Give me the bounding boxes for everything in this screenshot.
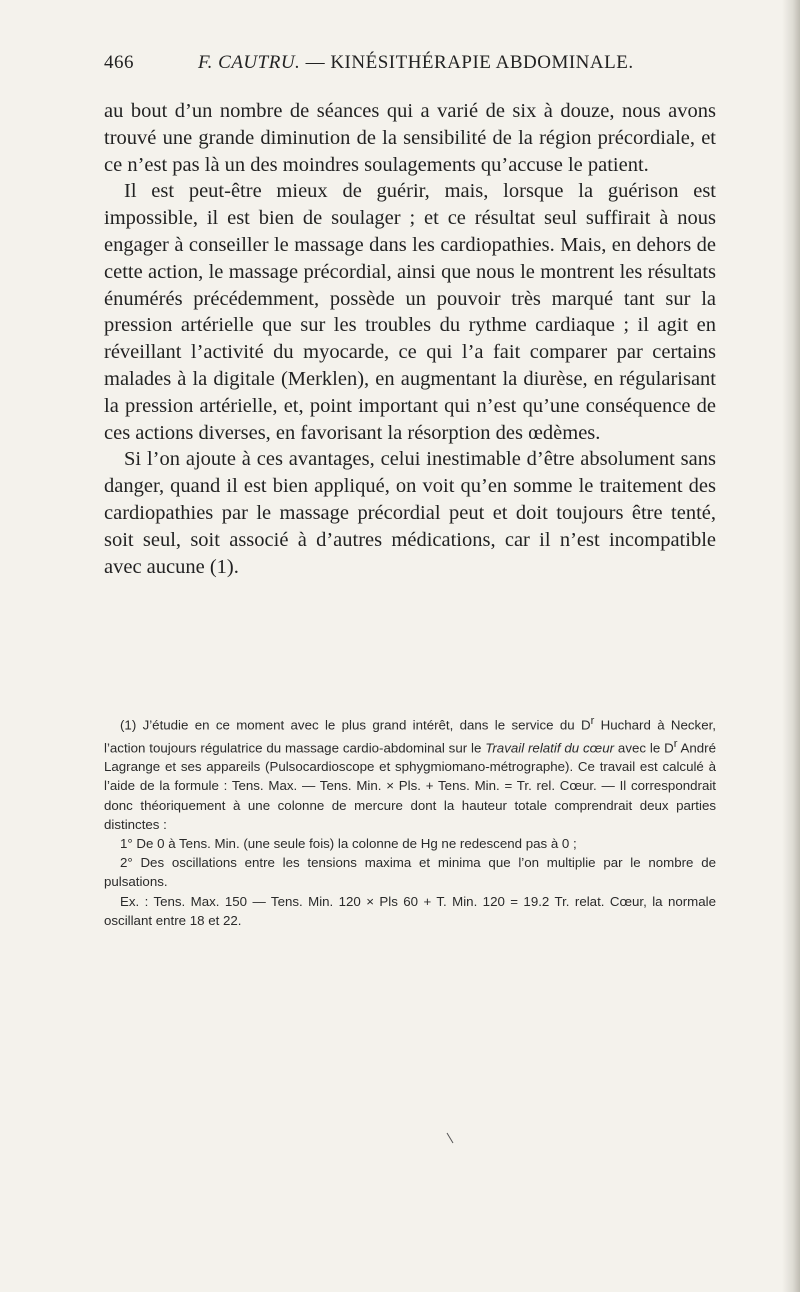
- footnote-item-2: 2° Des oscillations entre les tensions maxima et minima que l’on multiplie par le nombre de pulsations.: [104, 855, 716, 890]
- footnote-part-2: Huchard à Necker, l’action toujours régulatrice du massage cardio-abdominal sur le: [104, 717, 716, 756]
- footnote-italic-title: Travail relatif du cœur: [485, 740, 615, 756]
- footnote-example: Ex. : Tens. Max. 150 — Tens. Min. 120 × Pls 60 + T. Min. 120 = 19.2 Tr. relat. Cœur, la normale oscillant entre 18 et 22.: [104, 893, 716, 928]
- header-title: KINÉSITHÉRAPIE ABDOMINALE.: [330, 52, 634, 73]
- header-separator: —: [305, 52, 326, 73]
- page-edge-shadow: [782, 0, 800, 1292]
- paragraph-1: au bout d’un nombre de séances qui a varié de six à douze, nous avons trouvé une grande diminution de la sensibilité de la région précordiale, et ce n’est pas là un des moindres soulagements qu’accuse le patient.: [104, 100, 716, 176]
- footnote-main: [104, 712, 716, 834]
- body-text: [104, 98, 716, 580]
- stray-mark-stroke: [447, 1133, 453, 1143]
- header-author: F. CAUTRU.: [198, 52, 301, 73]
- footnote-part-4: André Lagrange et ses appareils (Pulsocardioscope et sphygmiomano-métrographe). Ce travail est calculé à l’aide de la formule : Tens. Max. — Tens. Min. × Pls. + Tens. Min. = Tr. rel. Cœur. — Il correspondrait donc théoriquement à une colonne de mercure dont la hauteur totale comprendrait deux parties distinctes :: [104, 740, 716, 832]
- paragraph-2: Il est peut-être mieux de guérir, mais, lorsque la guérison est impossible, il est bien de soulager ; et ce résultat seul suffirait à nous engager à conseiller le massage dans les cardiopathies. Mais, en dehors de cette action, le massage précordial, ainsi que nous le montrent les résultats énumérés précédemment, possède un pouvoir très marqué tant sur la pression artérielle que sur les troubles du rythme cardiaque ; il agit en réveillant l’activité du myocarde, ce qui l’a fait comparer par certains malades à la digitale (Merklen), en augmentant la diurèse, en régularisant la pression artérielle, et, point important qui n’est qu’une conséquence de ces actions diverses, en favorisant la résorption des œdèmes.: [104, 180, 716, 444]
- footnote-sup-1: r: [590, 715, 595, 727]
- running-header: [104, 52, 716, 82]
- paragraph-3: Si l’on ajoute à ces avantages, celui inestimable d’être absolument sans danger, quand il est bien appliqué, on voit qu’en somme le traitement des cardiopathies par le massage précordial peut et doit toujours être tenté, soit seul, soit associé à d’autres médications, car il n’est incompatible avec aucune (1).: [104, 448, 716, 578]
- footnote-item-1: 1° De 0 à Tens. Min. (une seule fois) la colonne de Hg ne redescend pas à 0 ;: [120, 836, 577, 852]
- footnote-part-3: avec le D: [614, 740, 674, 756]
- footnote-part-1: (1) J’étudie en ce moment avec le plus grand intérêt, dans le service du D: [120, 717, 591, 733]
- footnote-sup-2: r: [673, 737, 678, 750]
- page-number: 466: [104, 52, 134, 73]
- stray-pen-mark: [446, 1132, 454, 1144]
- running-title: [198, 52, 634, 74]
- footnote-block: [104, 712, 716, 930]
